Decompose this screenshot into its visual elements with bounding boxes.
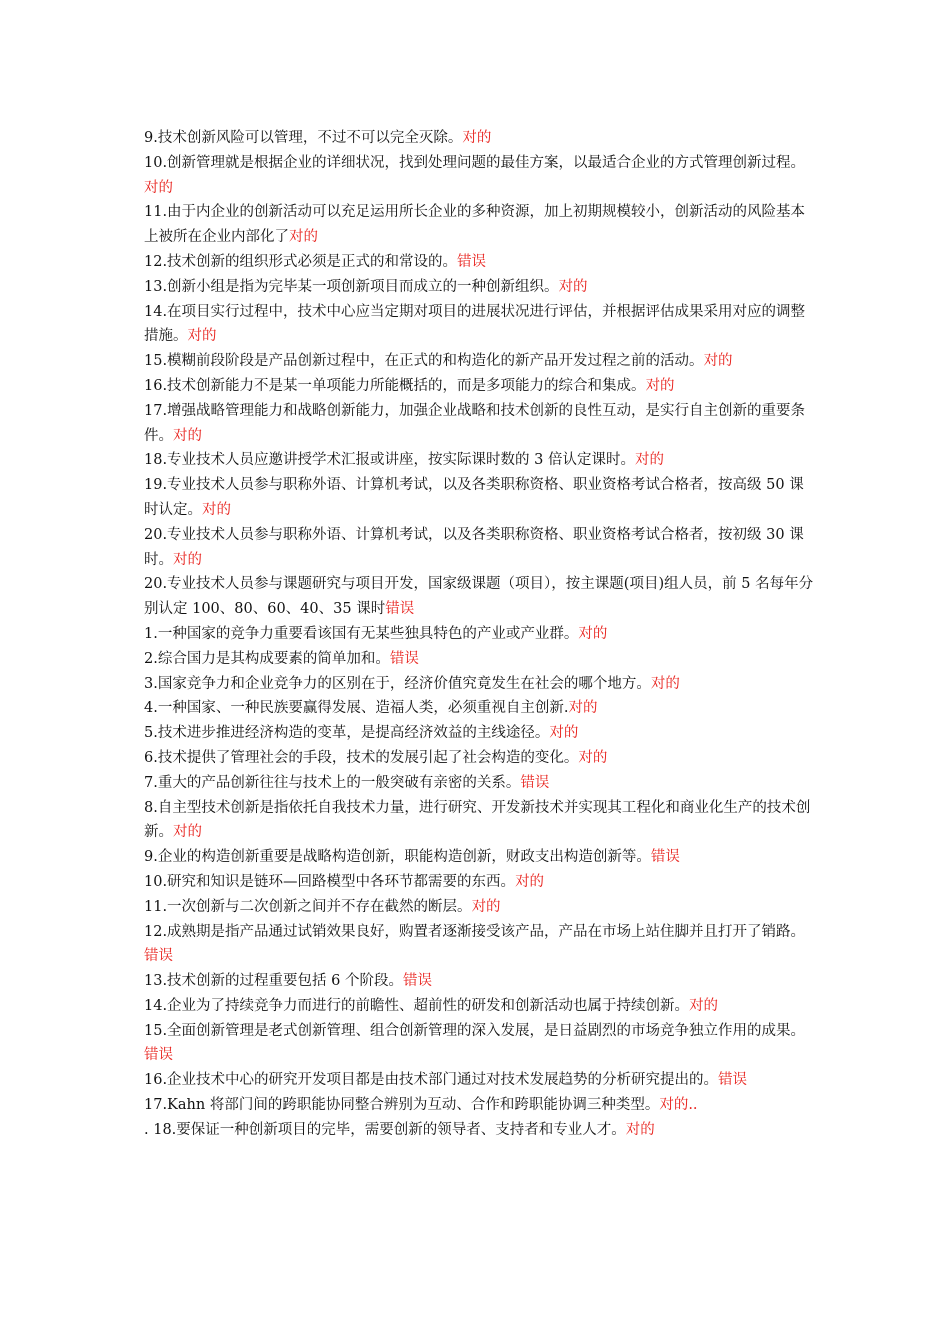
question-text: 14.在项目实行过程中，技术中心应当定期对项目的进展状况进行评估，并根据评估成果采用对应的调整措施。 xyxy=(144,303,806,345)
question-item xyxy=(144,1093,814,1118)
question-item xyxy=(144,870,814,895)
question-item xyxy=(144,796,814,846)
answer-label: 对的 xyxy=(689,997,719,1014)
question-item xyxy=(144,200,814,250)
question-item xyxy=(144,845,814,870)
question-item xyxy=(144,895,814,920)
answer-label: 对的 xyxy=(703,353,733,370)
question-item xyxy=(144,746,814,771)
question-text: 14.企业为了持续竞争力而进行的前瞻性、超前性的研发和创新活动也属于持续创新。 xyxy=(144,997,690,1014)
answer-label: 对的.. xyxy=(659,1097,698,1114)
answer-label: 对的 xyxy=(568,700,598,717)
question-item xyxy=(144,1019,814,1069)
answer-label: 错误 xyxy=(403,973,433,990)
question-text: 11.一次创新与二次创新之间并不存在截然的断层。 xyxy=(144,898,472,915)
question-text: 9.技术创新风险可以管理，不过不可以完全灭除。 xyxy=(144,130,463,146)
question-text: 13.创新小组是指为完毕某一项创新项目而成立的一种创新组织。 xyxy=(144,278,559,295)
answer-label: 对的 xyxy=(515,873,545,890)
answer-label: 对的 xyxy=(173,824,202,841)
answer-label: 对的 xyxy=(635,452,665,469)
question-text: 9.企业的构造创新重要是战略构造创新，职能构造创新，财政支出构造创新等。 xyxy=(144,849,651,866)
question-item xyxy=(144,399,814,449)
question-text: 16.技术创新能力不是某一单项能力所能概括的，而是多项能力的综合和集成。 xyxy=(144,377,646,394)
question-item xyxy=(144,473,814,523)
answer-label: 错误 xyxy=(144,1047,173,1064)
answer-label: 对的 xyxy=(645,377,675,394)
answer-label: 对的 xyxy=(173,427,202,444)
question-text: 16.企业技术中心的研究开发项目都是由技术部门通过对技术发展趋势的分析研究提出的。 xyxy=(144,1072,719,1089)
answer-label: 对的 xyxy=(144,179,173,196)
answer-label: 错误 xyxy=(718,1072,748,1089)
question-item xyxy=(144,349,814,374)
question-text: 15.全面创新管理是老式创新管理、组合创新管理的深入发展，是日益剧烈的市场竞争独立作用的成果。 xyxy=(144,1022,806,1039)
question-text: 12.技术创新的组织形式必须是正式的和常设的。 xyxy=(144,253,458,270)
answer-label: 对的 xyxy=(549,725,579,742)
question-text: 7.重大的产品创新往往与技术上的一般突破有亲密的关系。 xyxy=(144,774,521,791)
question-text: 19.专业技术人员参与职称外语、计算机考试，以及各类职称资格、职业资格考试合格者，按高级 50 课时认定。 xyxy=(144,477,804,518)
question-item xyxy=(144,126,814,151)
question-item xyxy=(144,920,814,970)
question-item xyxy=(144,1118,814,1143)
question-text: 5.技术进步推进经济构造的变革，是提高经济效益的主线途径。 xyxy=(144,725,550,742)
question-text: 8.自主型技术创新是指依托自我技术力量，进行研究、开发新技术并实现其工程化和商业化生产的技术创新。 xyxy=(144,799,811,841)
question-item xyxy=(144,374,814,399)
answer-label: 对的 xyxy=(625,1121,655,1138)
question-text: . 18.要保证一种创新项目的完毕，需要创新的领导者、支持者和专业人才。 xyxy=(144,1121,626,1138)
answer-label: 对的 xyxy=(578,749,608,766)
question-item xyxy=(144,300,814,350)
question-item xyxy=(144,771,814,796)
question-text: 20.专业技术人员参与职称外语、计算机考试，以及各类职称资格、职业资格考试合格者，按初级 30 课时。 xyxy=(144,526,804,568)
question-text: 1.一种国家的竞争力重要看该国有无某些独具特色的产业或产业群。 xyxy=(144,625,579,642)
question-item xyxy=(144,696,814,721)
question-item xyxy=(144,969,814,994)
question-item xyxy=(144,572,814,622)
question-item xyxy=(144,151,814,201)
answer-label: 错误 xyxy=(144,948,173,965)
answer-label: 对的 xyxy=(462,130,492,146)
answer-label: 对的 xyxy=(187,328,217,345)
answer-label: 对的 xyxy=(558,278,588,295)
answer-label: 错误 xyxy=(385,601,415,618)
question-item xyxy=(144,523,814,573)
answer-label: 错误 xyxy=(457,253,487,270)
question-text: 18.专业技术人员应邀讲授学术汇报或讲座，按实际课时数的 3 倍认定课时。 xyxy=(144,452,636,469)
question-item xyxy=(144,448,814,473)
question-text: 4.一种国家、一种民族要赢得发展、造福人类，必须重视自主创新. xyxy=(144,700,569,717)
answer-label: 对的 xyxy=(173,551,202,568)
question-text: 3.国家竞争力和企业竞争力的区别在于，经济价值究竟发生在社会的哪个地方。 xyxy=(144,675,651,692)
question-item xyxy=(144,994,814,1019)
question-text: 6.技术提供了管理社会的手段，技术的发展引起了社会构造的变化。 xyxy=(144,749,579,766)
question-item xyxy=(144,250,814,275)
question-text: 12.成熟期是指产品通过试销效果良好，购置者逐渐接受该产品，产品在市场上站住脚并且打开了销路。 xyxy=(144,923,806,940)
question-text: 10.创新管理就是根据企业的详细状况，找到处理问题的最佳方案，以最适合企业的方式管理创新过程。 xyxy=(144,154,806,171)
question-item xyxy=(144,1068,814,1093)
question-list xyxy=(144,126,814,1143)
question-item xyxy=(144,622,814,647)
answer-label: 对的 xyxy=(289,229,318,246)
question-text: 17.Kahn 将部门间的跨职能协同整合辨别为互动、合作和跨职能协调三种类型。 xyxy=(144,1097,660,1114)
question-item xyxy=(144,721,814,746)
answer-label: 对的 xyxy=(471,898,501,915)
question-item xyxy=(144,672,814,697)
answer-label: 对的 xyxy=(578,625,608,642)
question-text: 2.综合国力是其构成要素的简单加和。 xyxy=(144,650,390,667)
question-text: 13.技术创新的过程重要包括 6 个阶段。 xyxy=(144,973,404,990)
answer-label: 错误 xyxy=(520,774,550,791)
answer-label: 对的 xyxy=(650,675,680,692)
question-text: 20.专业技术人员参与课题研究与项目开发，国家级课题（项目），按主课题(项目)组人员，前 5 名每年分别认定 100、80、60、40、35 课时 xyxy=(144,576,814,618)
question-item xyxy=(144,275,814,300)
answer-label: 错误 xyxy=(389,650,419,667)
answer-label: 对的 xyxy=(202,501,231,518)
question-text: 10.研究和知识是链环—回路模型中各环节都需要的东西。 xyxy=(144,873,516,890)
question-item xyxy=(144,647,814,672)
question-text: 15.模糊前段阶段是产品创新过程中，在正式的和构造化的新产品开发过程之前的活动。 xyxy=(144,353,704,370)
answer-label: 错误 xyxy=(650,849,680,866)
question-text: 11.由于内企业的创新活动可以充足运用所长企业的多种资源，加上初期规模较小，创新活动的风险基本上被所在企业内部化了 xyxy=(144,204,806,246)
question-text: 17.增强战略管理能力和战略创新能力，加强企业战略和技术创新的良性互动，是实行自主创新的重要条件。 xyxy=(144,402,806,444)
